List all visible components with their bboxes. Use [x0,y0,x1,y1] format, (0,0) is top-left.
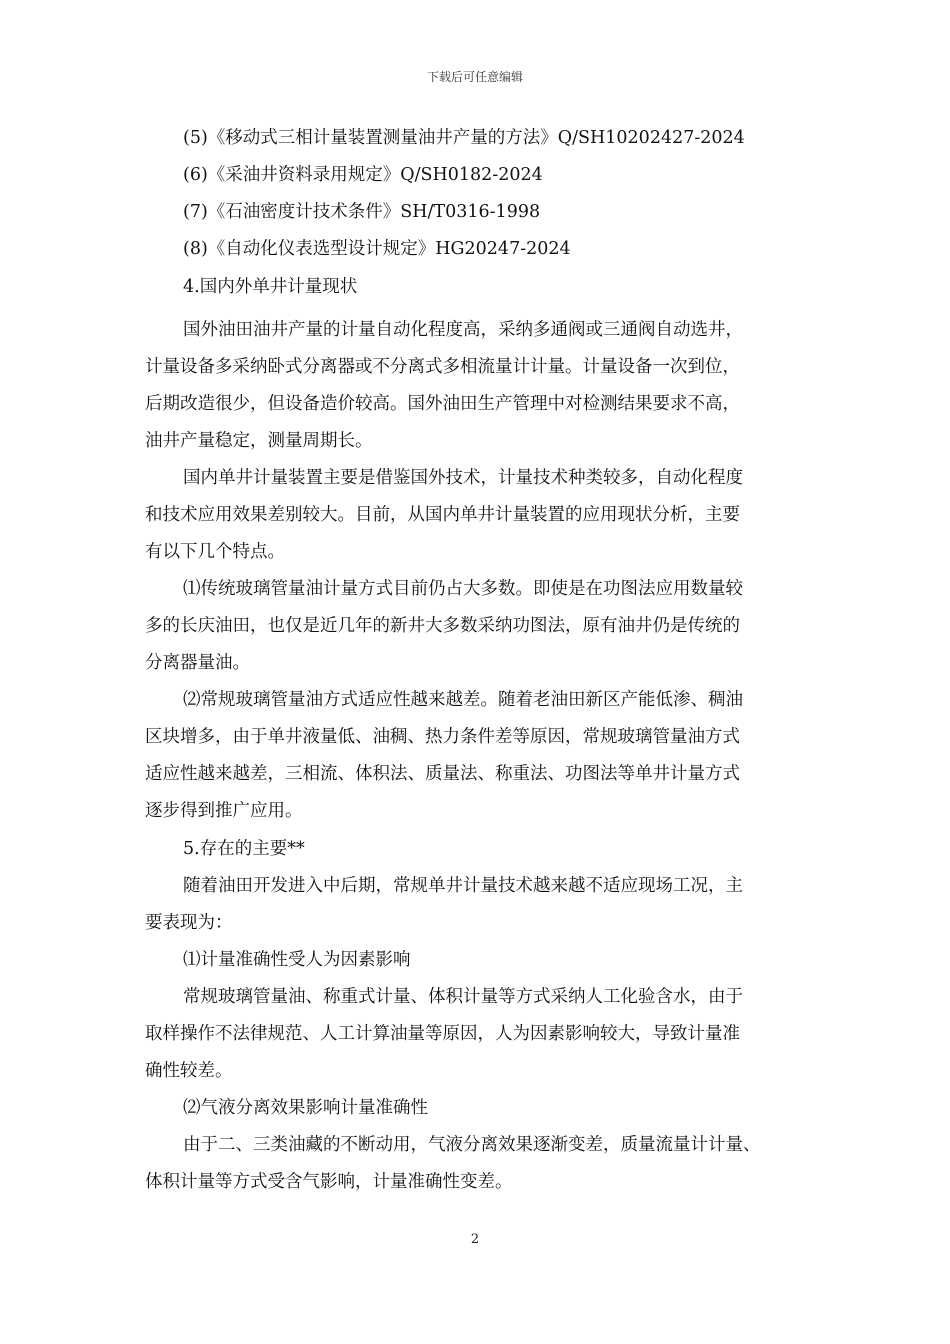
paragraph-line: 油井产量稳定，测量周期长。 [145,431,373,451]
paragraph-line: 适应性越来越差，三相流、体积法、质量法、称重法、功图法等单井计量方式 [145,764,740,784]
paragraph-line: 随着油田开发进入中后期，常规单井计量技术越来越不适应现场工况，主 [183,876,743,896]
paragraph-line: 逐步得到推广应用。 [145,801,303,821]
paragraph-line: 分离器量油。 [145,653,250,673]
reference-item-7: (7)《石油密度计技术条件》SH/T0316-1998 [183,202,541,222]
paragraph-line: 有以下几个特点。 [145,542,285,562]
paragraph-line: 要表现为： [145,913,233,933]
paragraph-line: 常规玻璃管量油、称重式计量、体积计量等方式采纳人工化验含水，由于 [183,987,743,1007]
subheading-1: ⑴计量准确性受人为因素影响 [183,950,411,970]
paragraph-line: 后期改造很少，但设备造价较高。国外油田生产管理中对检测结果要求不高， [145,394,740,414]
page-number: 2 [470,1232,480,1247]
paragraph-line: 体积计量等方式受含气影响，计量准确性变差。 [145,1172,513,1192]
list-item-1: ⑴传统玻璃管量油计量方式目前仍占大多数。即使是在功图法应用数量较 [183,579,743,599]
paragraph-line: 和技术应用效果差别较大。目前，从国内单井计量装置的应用现状分析，主要 [145,505,740,525]
paragraph-line: 多的长庆油田，也仅是近几年的新井大多数采纳功图法，原有油井仍是传统的 [145,616,740,636]
paragraph-line: 国外油田油井产量的计量自动化程度高，采纳多通阀或三通阀自动选井， [183,320,743,340]
paragraph-line: 确性较差。 [145,1061,233,1081]
reference-item-6: (6)《采油井资料录用规定》Q/SH0182-2024 [183,165,543,185]
subheading-2: ⑵气液分离效果影响计量准确性 [183,1098,428,1118]
reference-item-8: (8)《自动化仪表选型设计规定》HG20247-2024 [183,239,571,259]
reference-item-5: (5)《移动式三相计量装置测量油井产量的方法》Q/SH10202427-2024 [183,128,745,148]
paragraph-line: 取样操作不法律规范、人工计算油量等原因，人为因素影响较大，导致计量准 [145,1024,740,1044]
page-header: 下载后可任意编辑 [426,70,523,84]
section-heading-5: 5.存在的主要** [183,839,305,859]
paragraph-line: 计量设备多采纳卧式分离器或不分离式多相流量计计量。计量设备一次到位， [145,357,740,377]
section-heading-4: 4.国内外单井计量现状 [183,277,358,297]
paragraph-line: 区块增多，由于单井液量低、油稠、热力条件差等原因，常规玻璃管量油方式 [145,727,740,747]
list-item-2: ⑵常规玻璃管量油方式适应性越来越差。随着老油田新区产能低渗、稠油 [183,690,743,710]
paragraph-line: 由于二、三类油藏的不断动用，气液分离效果逐渐变差，质量流量计计量、 [183,1135,761,1155]
paragraph-line: 国内单井计量装置主要是借鉴国外技术，计量技术种类较多，自动化程度 [183,468,743,488]
